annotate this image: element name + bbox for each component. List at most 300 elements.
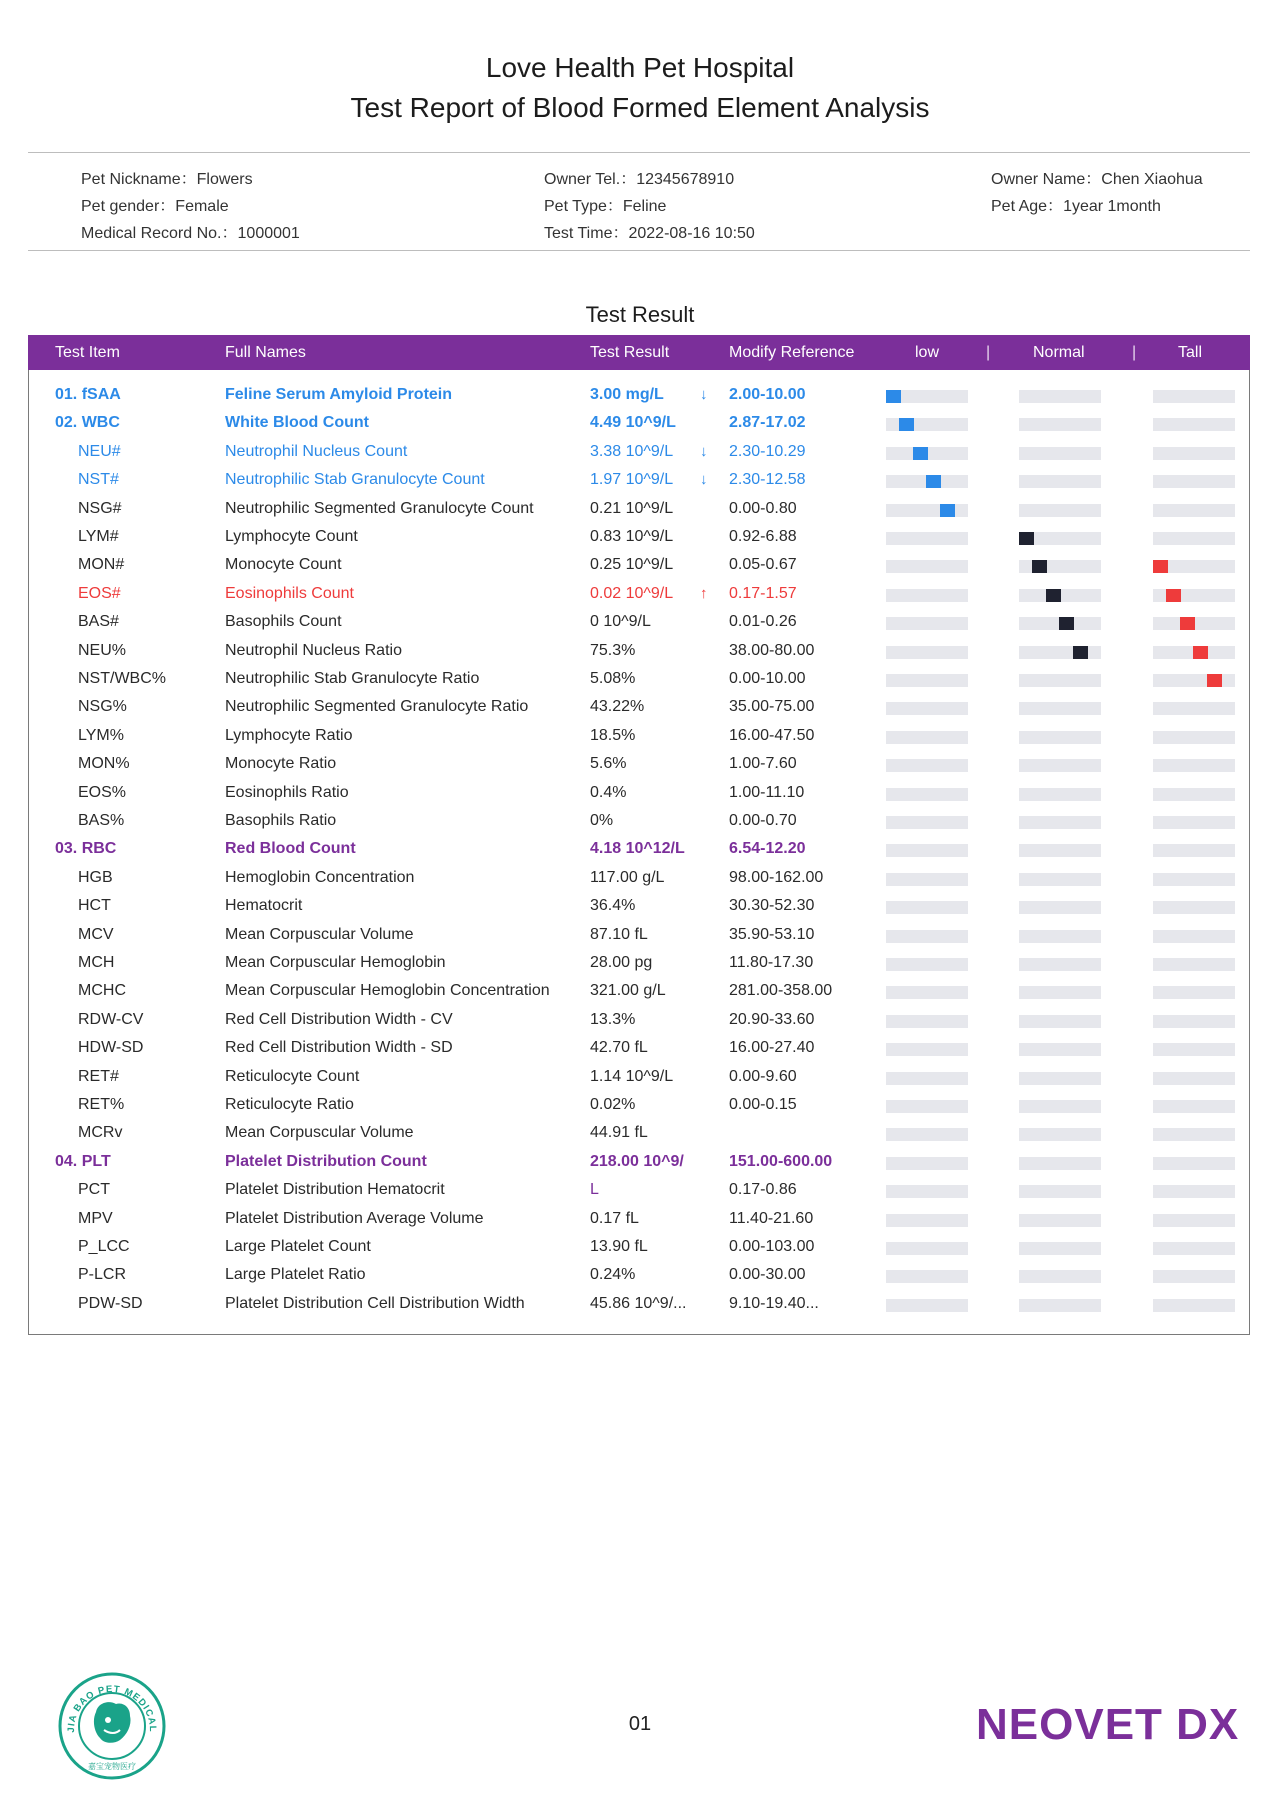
row-full-name: Monocyte Count [225, 556, 342, 574]
indicator-marker [1207, 674, 1222, 687]
indicator-bar-norm [1019, 759, 1101, 772]
row-code: 03. RBC [55, 840, 117, 858]
indicator-bar-tall [1153, 844, 1235, 857]
indicator-bar-low [886, 1270, 968, 1283]
indicator-bar-norm [1019, 617, 1101, 630]
arrow-down-icon: ↓ [700, 442, 708, 460]
row-full-name: Neutrophilic Stab Granulocyte Count [225, 471, 485, 489]
row-full-name: Hemoglobin Concentration [225, 868, 415, 886]
indicator-bar-tall [1153, 532, 1235, 545]
row-result: 43.22% [590, 698, 645, 716]
row-reference: 0.17-0.86 [729, 1181, 797, 1199]
table-row [28, 638, 1250, 666]
row-full-name: Feline Serum Amyloid Protein [225, 386, 453, 403]
row-result: 5.6% [590, 755, 627, 773]
table-row [28, 836, 1250, 864]
divider-top [28, 152, 1250, 153]
table-row [28, 439, 1250, 467]
indicator-bar-norm [1019, 1128, 1101, 1141]
row-full-name: Platelet Distribution Cell Distribution Width [225, 1294, 525, 1312]
row-full-name: Mean Corpuscular Volume [225, 925, 414, 943]
row-reference: 2.30-10.29 [729, 442, 806, 460]
indicator-bar-norm [1019, 1185, 1101, 1198]
table-row [28, 950, 1250, 978]
row-result: 28.00 pg [590, 954, 653, 971]
row-result: 75.3% [590, 641, 636, 659]
indicator-marker [1059, 617, 1074, 630]
table-row [28, 1035, 1250, 1063]
table-row [28, 978, 1250, 1006]
row-code: MCRv [78, 1124, 123, 1142]
row-reference: 16.00-27.40 [729, 1039, 815, 1057]
indicator-bar-tall [1153, 504, 1235, 517]
row-code: 01. fSAA [55, 386, 121, 403]
indicator-bar-low [886, 759, 968, 772]
indicator-bar-tall [1153, 617, 1235, 630]
indicator-bar-tall [1153, 674, 1235, 687]
row-reference: 35.00-75.00 [729, 698, 815, 716]
table-row [28, 609, 1250, 637]
row-result: 0.21 10^9/L [590, 499, 674, 517]
row-result: 3.00 mg/L [590, 386, 664, 403]
row-reference: 1.00-7.60 [729, 755, 797, 773]
indicator-bar-tall [1153, 986, 1235, 999]
row-reference: 11.80-17.30 [729, 954, 814, 971]
table-row [28, 524, 1250, 552]
indicator-bar-low [886, 844, 968, 857]
neovet-dx-logo: NEOVET DX [976, 1700, 1240, 1749]
indicator-bar-low [886, 731, 968, 744]
indicator-bar-norm [1019, 418, 1101, 431]
row-code: RET% [78, 1096, 125, 1113]
owner-name: Owner Name ： Chen Xiaohua [991, 166, 1203, 189]
row-result: 0.4% [590, 783, 627, 801]
pet-age: Pet Age ： 1year 1month [991, 193, 1161, 216]
indicator-bar-low [886, 447, 968, 460]
row-result: 0.24% [590, 1266, 636, 1284]
indicator-bar-norm [1019, 560, 1101, 573]
row-full-name: Monocyte Ratio [225, 755, 337, 773]
indicator-bar-low [886, 1185, 968, 1198]
row-result: 321.00 g/L [590, 982, 666, 1000]
indicator-bar-norm [1019, 390, 1101, 403]
row-reference: 38.00-80.00 [729, 641, 815, 659]
indicator-bar-low [886, 788, 968, 801]
row-full-name: Neutrophilic Stab Granulocyte Ratio [225, 670, 480, 687]
indicator-bar-tall [1153, 873, 1235, 886]
table-row [28, 694, 1250, 722]
row-result: 42.70 fL [590, 1039, 648, 1057]
indicator-bar-tall [1153, 1157, 1235, 1170]
table-row [28, 893, 1250, 921]
indicator-bar-norm [1019, 475, 1101, 488]
indicator-bar-tall [1153, 1043, 1235, 1056]
row-reference: 0.00-10.00 [729, 670, 806, 687]
row-full-name: Eosinophils Ratio [225, 783, 349, 801]
page-number: 01 [628, 1713, 652, 1735]
test-time: Test Time ： 2022-08-16 10:50 [544, 220, 755, 243]
indicator-bar-tall [1153, 560, 1235, 573]
indicator-marker [913, 447, 928, 460]
row-full-name: Basophils Count [225, 613, 342, 631]
table-row [28, 382, 1250, 410]
indicator-bar-low [886, 617, 968, 630]
indicator-bar-norm [1019, 702, 1101, 715]
row-result: 13.90 fL [590, 1238, 648, 1255]
row-code: PCT [78, 1181, 110, 1199]
row-reference: 0.92-6.88 [729, 528, 797, 545]
indicator-bar-norm [1019, 674, 1101, 687]
row-code: P-LCR [78, 1266, 127, 1284]
table-row [28, 410, 1250, 438]
indicator-bar-norm [1019, 1270, 1101, 1283]
row-full-name: Platelet Distribution Count [225, 1152, 427, 1170]
arrow-down-icon: ↓ [700, 386, 708, 403]
indicator-bar-low [886, 1299, 968, 1312]
indicator-bar-low [886, 1128, 968, 1141]
indicator-bar-low [886, 418, 968, 431]
table-row [28, 552, 1250, 580]
row-full-name: Reticulocyte Ratio [225, 1096, 354, 1113]
result-title: Test Result [585, 302, 695, 327]
indicator-marker [1180, 617, 1195, 630]
row-reference: 98.00-162.00 [729, 868, 824, 886]
indicator-bar-norm [1019, 447, 1101, 460]
table-row [28, 1092, 1250, 1120]
indicator-bar-tall [1153, 418, 1235, 431]
row-full-name: Eosinophils Count [225, 584, 354, 602]
indicator-marker [926, 475, 941, 488]
indicator-bar-tall [1153, 1299, 1235, 1312]
col-full-names: Full Names [225, 344, 306, 361]
indicator-marker [1153, 560, 1168, 573]
row-result: 87.10 fL [590, 925, 648, 943]
col-low: low [915, 344, 940, 361]
indicator-marker [899, 418, 914, 431]
indicator-bar-tall [1153, 788, 1235, 801]
row-result: 0.17 fL [590, 1209, 639, 1227]
row-code: MCH [78, 954, 115, 971]
row-code: HDW-SD [78, 1039, 144, 1057]
col-separator: | [1132, 344, 1137, 361]
hospital-title: Love Health Pet Hospital [485, 52, 795, 83]
indicator-bar-tall [1153, 390, 1235, 403]
row-full-name: Large Platelet Count [225, 1238, 371, 1255]
indicator-bar-low [886, 901, 968, 914]
table-row [28, 1064, 1250, 1092]
row-result: 1.14 10^9/L [590, 1067, 674, 1085]
indicator-bar-low [886, 930, 968, 943]
indicator-bar-norm [1019, 646, 1101, 659]
indicator-bar-low [886, 1242, 968, 1255]
row-result: 0.02 10^9/L [590, 584, 674, 602]
row-result: 0 10^9/L [590, 613, 651, 631]
table-row [28, 581, 1250, 609]
row-full-name: Large Platelet Ratio [225, 1266, 366, 1284]
indicator-bar-norm [1019, 504, 1101, 517]
table-row [28, 1120, 1250, 1148]
row-reference: 2.30-12.58 [729, 471, 806, 489]
indicator-bar-norm [1019, 788, 1101, 801]
indicator-bar-norm [1019, 1214, 1101, 1227]
col-tall: Tall [1178, 344, 1203, 361]
row-full-name: Lymphocyte Count [225, 528, 358, 545]
indicator-marker [1046, 589, 1061, 602]
row-reference: 16.00-47.50 [729, 726, 815, 744]
table-row [28, 751, 1250, 779]
indicator-bar-tall [1153, 731, 1235, 744]
row-full-name: Hematocrit [225, 897, 303, 915]
indicator-bar-tall [1153, 589, 1235, 602]
indicator-bar-low [886, 873, 968, 886]
row-full-name: Red Blood Count [225, 840, 356, 858]
indicator-bar-tall [1153, 447, 1235, 460]
row-full-name: Platelet Distribution Average Volume [225, 1209, 484, 1227]
arrow-up-icon: ↑ [700, 584, 708, 602]
indicator-marker [1073, 646, 1088, 659]
row-code: HGB [78, 868, 113, 886]
row-code: EOS% [78, 783, 127, 801]
table-row [28, 1206, 1250, 1234]
col-test-item: Test Item [55, 344, 120, 361]
indicator-bar-norm [1019, 930, 1101, 943]
indicator-bar-tall [1153, 1100, 1235, 1113]
row-code: 04. PLT [55, 1152, 111, 1170]
row-code: MCV [78, 925, 114, 943]
row-reference: 0.17-1.57 [729, 584, 797, 602]
indicator-bar-low [886, 1100, 968, 1113]
indicator-bar-norm [1019, 844, 1101, 857]
row-code: MPV [78, 1209, 113, 1227]
row-full-name: White Blood Count [225, 414, 369, 432]
indicator-bar-tall [1153, 1185, 1235, 1198]
owner-tel: Owner Tel. ： 12345678910 [544, 166, 734, 189]
row-code: HCT [78, 897, 111, 915]
row-reference: 0.00-0.15 [729, 1096, 797, 1113]
table-row [28, 922, 1250, 950]
row-reference: 0.00-0.70 [729, 812, 797, 829]
row-full-name: Red Cell Distribution Width - CV [225, 1010, 453, 1028]
indicator-bar-tall [1153, 1015, 1235, 1028]
row-code: RDW-CV [78, 1010, 144, 1028]
col-test-result: Test Result [590, 344, 670, 361]
pet-type: Pet Type ： Feline [544, 193, 666, 216]
table-row [28, 723, 1250, 751]
indicator-marker [1019, 532, 1034, 545]
row-code: MCHC [78, 982, 126, 1000]
row-reference: 0.01-0.26 [729, 613, 797, 631]
row-full-name: Neutrophil Nucleus Ratio [225, 641, 402, 659]
indicator-marker [1032, 560, 1047, 573]
indicator-bar-tall [1153, 759, 1235, 772]
row-result: 5.08% [590, 670, 636, 687]
row-reference: 0.00-30.00 [729, 1266, 806, 1284]
row-code: NST/WBC% [78, 670, 166, 687]
row-result: 218.00 10^9/ [590, 1152, 684, 1170]
table-row [28, 1262, 1250, 1290]
indicator-bar-tall [1153, 475, 1235, 488]
row-result: 45.86 10^9/... [590, 1294, 687, 1312]
indicator-bar-low [886, 646, 968, 659]
row-result: L [590, 1181, 599, 1199]
table-row [28, 1234, 1250, 1262]
row-full-name: Red Cell Distribution Width - SD [225, 1039, 453, 1057]
indicator-bar-tall [1153, 901, 1235, 914]
indicator-bar-norm [1019, 589, 1101, 602]
row-result: 117.00 g/L [590, 868, 665, 886]
row-reference: 0.00-0.80 [729, 499, 797, 517]
indicator-bar-tall [1153, 930, 1235, 943]
row-code: LYM# [78, 528, 119, 545]
indicator-bar-low [886, 390, 968, 403]
row-code: MON# [78, 556, 125, 574]
row-code: BAS% [78, 812, 125, 829]
table-row [28, 780, 1250, 808]
row-code: PDW-SD [78, 1294, 143, 1312]
table-row [28, 666, 1250, 694]
row-result: 0.02% [590, 1096, 636, 1113]
indicator-bar-low [886, 958, 968, 971]
indicator-bar-norm [1019, 1072, 1101, 1085]
col-modify-reference: Modify Reference [729, 344, 855, 361]
row-reference: 151.00-600.00 [729, 1152, 833, 1170]
row-full-name: Neutrophil Nucleus Count [225, 442, 408, 460]
table-row [28, 1007, 1250, 1035]
pet-nickname: Pet Nickname ： Flowers [81, 166, 253, 189]
indicator-bar-norm [1019, 901, 1101, 914]
indicator-bar-tall [1153, 646, 1235, 659]
row-reference: 0.05-0.67 [729, 556, 797, 574]
row-reference: 20.90-33.60 [729, 1010, 815, 1028]
divider-bottom [28, 250, 1250, 251]
row-code: RET# [78, 1067, 119, 1085]
row-result: 18.5% [590, 726, 636, 744]
row-reference: 9.10-19.40... [729, 1294, 819, 1312]
row-full-name: Reticulocyte Count [225, 1067, 360, 1085]
row-result: 4.18 10^12/L [590, 840, 685, 858]
row-code: NEU% [78, 641, 127, 659]
row-result: 1.97 10^9/L [590, 471, 674, 489]
row-full-name: Mean Corpuscular Volume [225, 1124, 414, 1142]
row-reference: 0.00-103.00 [729, 1238, 815, 1255]
table-row [28, 865, 1250, 893]
row-result: 3.38 10^9/L [590, 442, 674, 460]
indicator-bar-low [886, 1157, 968, 1170]
indicator-bar-tall [1153, 1072, 1235, 1085]
row-code: MON% [78, 755, 130, 773]
row-code: P_LCC [78, 1238, 130, 1255]
row-code: NEU# [78, 442, 121, 460]
indicator-bar-low [886, 702, 968, 715]
row-result: 0.83 10^9/L [590, 528, 674, 545]
row-result: 36.4% [590, 897, 636, 915]
row-reference: 35.90-53.10 [729, 925, 815, 943]
indicator-bar-norm [1019, 1043, 1101, 1056]
row-reference: 11.40-21.60 [729, 1209, 814, 1227]
indicator-bar-tall [1153, 1214, 1235, 1227]
row-reference: 281.00-358.00 [729, 982, 833, 1000]
indicator-bar-tall [1153, 1128, 1235, 1141]
indicator-bar-norm [1019, 1100, 1101, 1113]
pet-gender: Pet gender ： Female [81, 193, 229, 216]
medical-record: Medical Record No. ： 1000001 [81, 220, 300, 243]
indicator-bar-tall [1153, 958, 1235, 971]
indicator-bar-low [886, 1072, 968, 1085]
row-full-name: Mean Corpuscular Hemoglobin [225, 954, 446, 971]
indicator-bar-low [886, 475, 968, 488]
indicator-bar-tall [1153, 816, 1235, 829]
indicator-bar-low [886, 589, 968, 602]
indicator-bar-low [886, 986, 968, 999]
col-normal: Normal [1033, 344, 1085, 361]
indicator-marker [1193, 646, 1208, 659]
indicator-bar-tall [1153, 1270, 1235, 1283]
indicator-bar-tall [1153, 1242, 1235, 1255]
indicator-bar-norm [1019, 873, 1101, 886]
row-full-name: Neutrophilic Segmented Granulocyte Count [225, 499, 534, 517]
report-title: Test Report of Blood Formed Element Analysis [350, 92, 930, 123]
table-row [28, 1291, 1250, 1319]
table-row [28, 496, 1250, 524]
row-code: 02. WBC [55, 414, 120, 432]
row-full-name: Basophils Ratio [225, 812, 337, 829]
row-result: 44.91 fL [590, 1124, 648, 1142]
row-reference: 2.00-10.00 [729, 386, 806, 403]
row-code: BAS# [78, 613, 119, 631]
seal-text-cn: 嘉宝宠物医疗 [88, 1762, 136, 1771]
row-reference: 1.00-11.10 [729, 783, 805, 801]
row-result: 0.25 10^9/L [590, 556, 674, 574]
row-full-name: Platelet Distribution Hematocrit [225, 1181, 445, 1199]
row-reference: 2.87-17.02 [729, 414, 806, 432]
indicator-bar-tall [1153, 702, 1235, 715]
row-reference: 30.30-52.30 [729, 897, 815, 915]
indicator-bar-low [886, 816, 968, 829]
row-full-name: Lymphocyte Ratio [225, 726, 353, 744]
indicator-bar-norm [1019, 1015, 1101, 1028]
indicator-bar-norm [1019, 1242, 1101, 1255]
indicator-bar-norm [1019, 958, 1101, 971]
seal-text: JIA BAO PET MEDICAL [65, 1683, 159, 1733]
row-code: NST# [78, 471, 119, 489]
indicator-bar-low [886, 674, 968, 687]
indicator-bar-low [886, 1015, 968, 1028]
indicator-bar-norm [1019, 816, 1101, 829]
row-result: 4.49 10^9/L [590, 414, 676, 432]
indicator-bar-norm [1019, 986, 1101, 999]
indicator-bar-low [886, 560, 968, 573]
indicator-bar-low [886, 532, 968, 545]
row-full-name: Neutrophilic Segmented Granulocyte Ratio [225, 698, 529, 716]
row-code: LYM% [78, 726, 124, 744]
indicator-bar-norm [1019, 731, 1101, 744]
row-result: 13.3% [590, 1010, 636, 1028]
indicator-bar-low [886, 504, 968, 517]
arrow-down-icon: ↓ [700, 471, 708, 489]
row-code: NSG# [78, 499, 122, 517]
indicator-bar-norm [1019, 532, 1101, 545]
row-code: EOS# [78, 584, 121, 602]
row-result: 0% [590, 812, 614, 829]
table-row [28, 467, 1250, 495]
indicator-marker [1166, 589, 1181, 602]
indicator-marker [886, 390, 901, 403]
table-row [28, 1177, 1250, 1205]
indicator-bar-low [886, 1043, 968, 1056]
table-row [28, 808, 1250, 836]
row-code: NSG% [78, 698, 127, 716]
row-reference: 0.00-9.60 [729, 1067, 797, 1085]
